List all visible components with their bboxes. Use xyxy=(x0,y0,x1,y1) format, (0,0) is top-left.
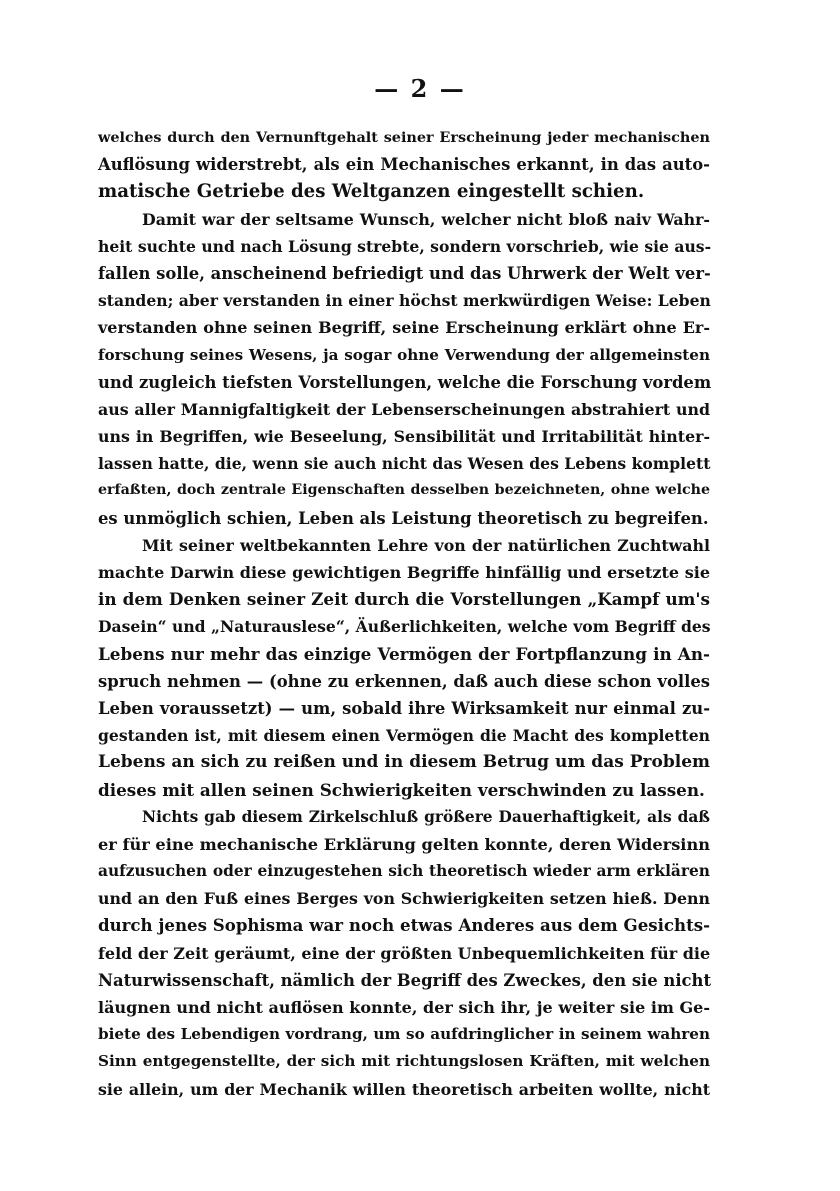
text-line: es unmöglich schien, Leben als Leistung theoretisch zu begreifen. xyxy=(98,508,709,528)
text-line: Naturwissenschaft, nämlich der Begriff des Zweckes, den sie nicht xyxy=(98,970,712,990)
page-number: — 2 — xyxy=(374,74,466,103)
paragraph-3 xyxy=(98,532,710,804)
text-line: aufzusuchen oder einzugestehen sich theoretisch wieder arm erklären xyxy=(98,862,710,881)
text-line: standen; aber verstanden in einer höchst merkwürdigen Weise: Leben xyxy=(98,291,711,311)
text-line: erfaßten, doch zentrale Eigenschaften desselben bezeichneten, ohne welche xyxy=(98,482,710,499)
paragraph-4 xyxy=(98,804,710,1103)
text-line: Dasein“ und „Naturauslese“, Äußerlichkeiten, welche vom Begriff des xyxy=(98,617,711,637)
text-line: Lebens nur mehr das einzige Vermögen der Fortpflanzung in An- xyxy=(98,643,710,664)
text-line: aus aller Mannigfaltigkeit der Lebenserscheinungen abstrahiert und xyxy=(98,399,710,419)
text-line: Nichts gab diesem Zirkelschluß größere Dauerhaftigkeit, als daß xyxy=(142,807,710,826)
text-line: gestanden ist, mit diesem einen Vermögen die Macht des kompletten xyxy=(98,726,710,746)
text-line: dieses mit allen seinen Schwierigkeiten verschwinden zu lassen. xyxy=(98,779,705,800)
text-line: Lebens an sich zu reißen und in diesem Betrug um das Problem xyxy=(98,752,710,773)
paragraph-2 xyxy=(98,206,710,532)
text-line: feld der Zeit geräumt, eine der größten Unbequemlichkeiten für die xyxy=(98,943,711,963)
text-line: machte Darwin diese gewichtigen Begriffe hinfällig und ersetzte sie xyxy=(98,563,710,582)
text-line: uns in Begriffen, wie Beseelung, Sensibilität und Irritabilität hinter- xyxy=(98,427,710,447)
text-line: biete des Lebendigen vordrang, um so aufdringlicher in seinem wahren xyxy=(98,1025,710,1044)
text-line: forschung seines Wesens, ja sogar ohne Verwendung der allgemeinsten xyxy=(98,345,710,364)
text-line: heit suchte und nach Lösung strebte, sondern vorschrieb, wie sie aus- xyxy=(98,236,712,256)
text-line: lassen hatte, die, wenn sie auch nicht das Wesen des Lebens komplett xyxy=(98,454,711,474)
text-line: Auflösung widerstrebt, als ein Mechanisches erkannt, in das auto- xyxy=(98,155,710,175)
text-line: matische Getriebe des Weltganzen eingestellt schien. xyxy=(98,181,645,203)
text-line: welches durch den Vernunftgehalt seiner Erscheinung jeder mechanischen xyxy=(98,129,710,146)
text-line: er für eine mechanische Erklärung gelten konnte, deren Widersinn xyxy=(98,834,710,854)
text-line: und zugleich tiefsten Vorstellungen, welche die Forschung vordem xyxy=(98,372,712,392)
text-line: und an den Fuß eines Berges von Schwierigkeiten setzen hieß. Denn xyxy=(98,889,710,909)
text-line: spruch nehmen — (ohne zu erkennen, daß auch diese schon volles xyxy=(98,671,710,691)
body-text xyxy=(98,124,710,1103)
paragraph-1 xyxy=(98,124,710,206)
text-line: Sinn entgegenstellte, der sich mit richtungslosen Kräften, mit welchen xyxy=(98,1052,710,1071)
text-line: durch jenes Sophisma war noch etwas Anderes aus dem Gesichts- xyxy=(98,915,710,936)
text-line: in dem Denken seiner Zeit durch die Vorstellungen „Kampf um's xyxy=(98,589,710,610)
text-line: sie allein, um der Mechanik willen theoretisch arbeiten wollte, nicht xyxy=(98,1079,710,1099)
text-line: läugnen und nicht auflösen konnte, der sich ihr, je weiter sie im Ge- xyxy=(98,998,710,1017)
text-line: verstanden ohne seinen Begriff, seine Erscheinung erklärt ohne Er- xyxy=(98,318,710,338)
text-line: Mit seiner weltbekannten Lehre von der natürlichen Zuchtwahl xyxy=(142,535,710,555)
text-line: Damit war der seltsame Wunsch, welcher nicht bloß naiv Wahr- xyxy=(142,209,710,229)
text-line: Leben voraussetzt) — um, sobald ihre Wirksamkeit nur einmal zu- xyxy=(98,698,710,718)
text-line: fallen solle, anscheinend befriedigt und das Uhrwerk der Welt ver- xyxy=(98,263,711,283)
